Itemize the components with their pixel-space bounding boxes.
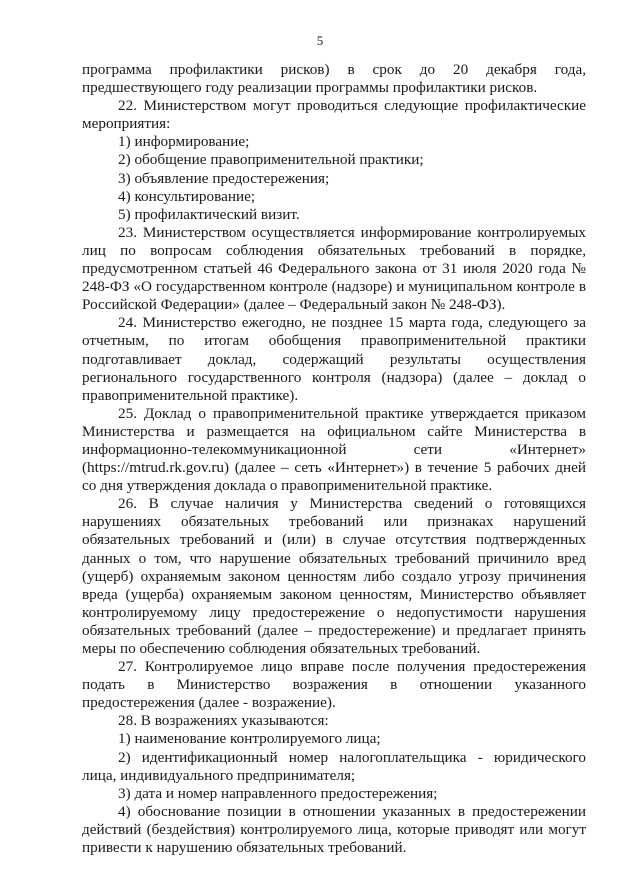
list-item: 3) дата и номер направленного предостережения; [118, 784, 438, 802]
list-item: 1) наименование контролируемого лица; [118, 730, 381, 748]
document-body [82, 61, 586, 857]
paragraph-24: 24. Министерство ежегодно, не позднее 15 марта года, следующего за отчетным, по итогам обобщения правоприменительной практики подготавливает доклад, содержащий результаты осуществления регионального государственного контроля (надзора) (далее – доклад о правоприменительной практике). [82, 314, 586, 404]
list-item: 3) объявление предостережения; [118, 169, 330, 187]
paragraph-22: 22. Министерством могут проводиться следующие профилактические мероприятия: [82, 97, 586, 133]
paragraph-27: 27. Контролируемое лицо вправе после получения предостережения подать в Министерство возражения в отношении указанного предостережения (далее - возражение). [82, 658, 586, 712]
list-item: 4) обоснование позиции в отношении указанных в предостережении действий (бездействия) контролируемого лица, которые приводят или могут привести к нарушению обязательных требований. [82, 802, 586, 857]
list-item: 2) обобщение правоприменительной практики; [118, 151, 424, 169]
page-number: 5 [316, 33, 324, 48]
list-item: 5) профилактический визит. [118, 205, 300, 223]
paragraph-23: 23. Министерством осуществляется информирование контролируемых лиц по вопросам соблюдения обязательных требований в порядке, предусмотренном статьей 46 Федерального закона от 31 июля 2020 года № 248-ФЗ «О государственном контроле (надзоре) и муниципальном контроле в Российской Федерации» (далее – Федеральный закон № 248-ФЗ). [82, 223, 586, 314]
paragraph-25: 25. Доклад о правоприменительной практике утверждается приказом Министерства и размещается на официальном сайте Министерства в информационно-телекоммуникационной сети «Интернет» (https://mtrud.rk.gov.ru) (далее – сеть «Интернет») в течение 5 рабочих дней со дня утверждения доклада о правоприменительной практике. [82, 404, 586, 495]
paragraph-26: 26. В случае наличия у Министерства сведений о готовящихся нарушениях обязательных требований или признаках нарушений обязательных требований и (или) в случае отсутствия подтвержденных данных о том, что нарушение обязательных требований причинило вред (ущерб) охраняемым законом ценностям либо создало угрозу причинения вреда (ущерба) охраняемым законом ценностям, Министерство объявляет контролируемому лицу предостережение о недопустимости нарушения обязательных требований (далее – предостережение) и предлагает принять меры по обеспечению соблюдения обязательных требований. [82, 495, 586, 657]
list-item: 4) консультирование; [118, 187, 256, 205]
list-item: 1) информирование; [118, 133, 250, 151]
list-item: 2) идентификационный номер налогоплательщика - юридического лица, индивидуального предпринимателя; [82, 748, 586, 784]
paragraph-continuation: программа профилактики рисков) в срок до 20 декабря года, предшествующего году реализации программы профилактики рисков. [82, 61, 586, 97]
paragraph-28: 28. В возражениях указываются: [118, 712, 329, 730]
